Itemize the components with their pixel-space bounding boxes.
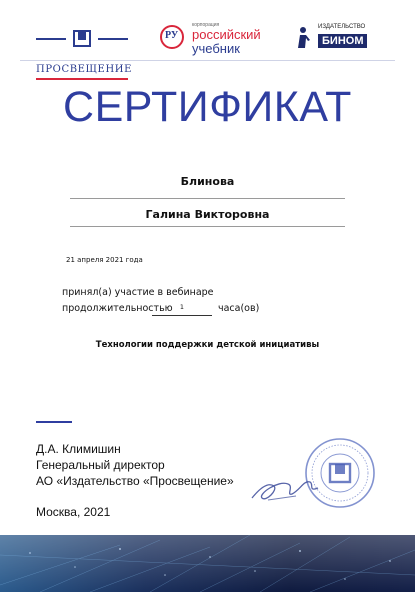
webinar-title: Технологии поддержки детской инициативы: [95, 340, 320, 350]
logo-underline: [36, 78, 128, 80]
certificate-title: СЕРТИФИКАТ: [63, 83, 352, 131]
city-year: Москва, 2021: [36, 505, 111, 519]
footer-decorative-band: [0, 535, 415, 592]
header-divider: [20, 60, 395, 61]
participation-text: принял(а) участие в вебинаре: [62, 287, 214, 298]
binom-logo: [296, 22, 378, 52]
prosveshchenie-mark-icon: [72, 28, 92, 48]
event-date: 21 апреля 2021 года: [66, 256, 143, 264]
surname-underline: [70, 198, 345, 199]
binom-caption: ИЗДАТЕЛЬСТВО: [318, 24, 366, 30]
signatory-position: Генеральный директор: [36, 458, 165, 472]
signatory-accent-line: [36, 421, 72, 423]
signatory-organization: АО «Издательство «Просвещение»: [36, 474, 234, 488]
logo-bar-left: [36, 38, 66, 40]
duration-prefix: продолжительностью: [62, 303, 173, 314]
binom-figure-icon: [296, 26, 314, 48]
ru-logo-word2: учебник: [192, 41, 240, 56]
logo-bar-right: [98, 38, 128, 40]
signatory-name: Д.А. Климишин: [36, 442, 121, 456]
prosveshchenie-logo-text: ПРОСВЕЩЕНИЕ: [36, 64, 132, 75]
binom-name: БИНОМ: [318, 34, 367, 48]
prosveshchenie-logo: [36, 24, 132, 75]
duration-unit: часа(ов): [218, 303, 260, 314]
ru-logo-word1: российский: [192, 27, 261, 42]
duration-value: 1: [179, 303, 185, 311]
recipient-surname: Блинова: [180, 175, 235, 188]
duration-underline: [152, 315, 212, 316]
russian-textbook-logo: [160, 22, 275, 56]
ru-logo-caption: корпорация: [192, 22, 220, 28]
recipient-given-names: Галина Викторовна: [145, 208, 270, 221]
ru-circle-icon: РУ: [160, 25, 184, 49]
handwritten-signature: [248, 468, 323, 508]
name-underline: [70, 226, 345, 227]
